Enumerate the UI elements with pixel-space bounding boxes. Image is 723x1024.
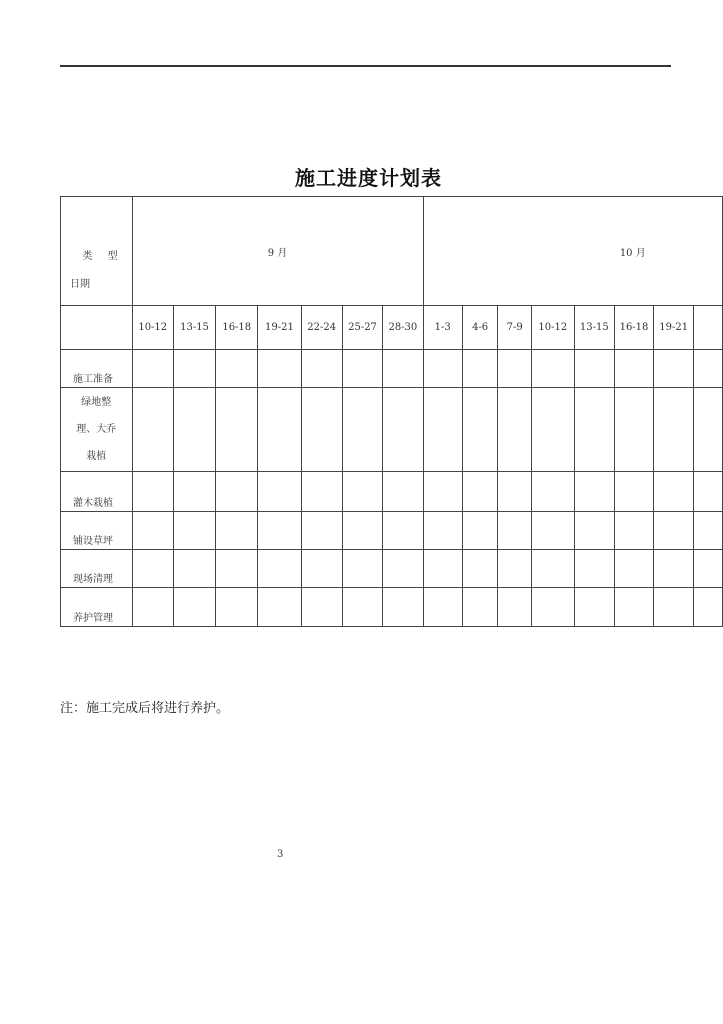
category-cell: 施工准备 — [61, 350, 133, 388]
schedule-cell — [132, 350, 173, 388]
schedule-cell — [462, 472, 498, 512]
schedule-cell — [132, 550, 173, 588]
schedule-cell — [342, 588, 382, 627]
schedule-cell — [574, 512, 615, 550]
category-line: 绿地整 — [81, 397, 112, 408]
schedule-cell — [173, 588, 215, 627]
schedule-cell — [694, 512, 723, 550]
schedule-cell — [301, 350, 342, 388]
schedule-cell — [216, 388, 258, 472]
date-range-overflow — [694, 306, 723, 350]
schedule-cell — [216, 512, 258, 550]
schedule-cell — [498, 512, 532, 550]
schedule-cell — [173, 388, 215, 472]
date-range: 16-18 — [615, 306, 654, 350]
schedule-cell — [694, 550, 723, 588]
date-range: 22-24 — [301, 306, 342, 350]
schedule-cell — [574, 472, 615, 512]
corner-header-cell — [61, 197, 133, 306]
schedule-cell — [498, 388, 532, 472]
schedule-cell — [615, 388, 654, 472]
schedule-cell — [653, 512, 694, 550]
schedule-cell — [383, 472, 423, 512]
schedule-cell — [342, 472, 382, 512]
schedule-cell — [532, 472, 575, 512]
table-row — [61, 472, 723, 512]
schedule-cell — [423, 350, 462, 388]
category-cell: 铺设草坪 — [61, 512, 133, 550]
schedule-cell — [173, 550, 215, 588]
schedule-cell — [132, 472, 173, 512]
schedule-cell — [653, 550, 694, 588]
schedule-cell — [653, 388, 694, 472]
category-cell: 灌木栽植 — [61, 472, 133, 512]
date-range: 19-21 — [258, 306, 301, 350]
schedule-cell — [694, 350, 723, 388]
schedule-cell — [574, 388, 615, 472]
schedule-cell — [216, 588, 258, 627]
schedule-cell — [383, 350, 423, 388]
schedule-cell — [301, 588, 342, 627]
schedule-cell — [342, 350, 382, 388]
date-range: 16-18 — [216, 306, 258, 350]
schedule-cell — [258, 472, 301, 512]
schedule-cell — [383, 512, 423, 550]
schedule-cell — [258, 550, 301, 588]
schedule-cell — [216, 350, 258, 388]
schedule-cell — [173, 350, 215, 388]
table-row — [61, 550, 723, 588]
schedule-cell — [532, 350, 575, 388]
schedule-cell — [383, 550, 423, 588]
schedule-cell — [653, 472, 694, 512]
schedule-cell — [694, 588, 723, 627]
month-september: 9 月 — [132, 197, 423, 306]
page-number: 3 — [277, 849, 284, 860]
table-row — [61, 512, 723, 550]
schedule-cell — [258, 350, 301, 388]
date-range: 4-6 — [462, 306, 498, 350]
schedule-cell — [423, 588, 462, 627]
schedule-cell — [423, 550, 462, 588]
footnote: 注：施工完成后将进行养护。 — [60, 701, 230, 716]
schedule-cell — [462, 388, 498, 472]
schedule-cell — [342, 512, 382, 550]
schedule-cell — [694, 388, 723, 472]
month-header-row — [61, 197, 723, 306]
schedule-cell — [301, 472, 342, 512]
date-range: 1-3 — [423, 306, 462, 350]
date-label: 日期 — [70, 279, 90, 290]
date-range: 13-15 — [574, 306, 615, 350]
schedule-cell — [132, 388, 173, 472]
schedule-cell — [383, 588, 423, 627]
schedule-cell — [216, 472, 258, 512]
schedule-cell — [423, 388, 462, 472]
date-range: 13-15 — [173, 306, 215, 350]
schedule-cell — [342, 550, 382, 588]
schedule-cell — [498, 472, 532, 512]
schedule-cell — [694, 472, 723, 512]
schedule-table — [60, 196, 723, 627]
header-rule — [60, 65, 671, 67]
schedule-cell — [301, 550, 342, 588]
schedule-cell — [574, 350, 615, 388]
schedule-cell — [173, 472, 215, 512]
schedule-cell — [258, 388, 301, 472]
range-corner-cell — [61, 306, 133, 350]
schedule-cell — [132, 512, 173, 550]
table-row — [61, 588, 723, 627]
date-range: 28-30 — [383, 306, 423, 350]
category-cell — [61, 388, 133, 472]
schedule-cell — [532, 512, 575, 550]
schedule-cell — [653, 588, 694, 627]
schedule-cell — [173, 512, 215, 550]
category-line: 栽植 — [86, 451, 107, 462]
schedule-cell — [383, 388, 423, 472]
schedule-cell — [423, 512, 462, 550]
category-line: 理、大乔 — [76, 424, 117, 435]
schedule-cell — [498, 588, 532, 627]
page-title — [0, 162, 723, 191]
schedule-cell — [462, 350, 498, 388]
page-title-text: 施工进度计划表 — [295, 166, 442, 190]
schedule-cell — [653, 350, 694, 388]
category-cell: 养护管理 — [61, 588, 133, 627]
schedule-cell — [258, 512, 301, 550]
schedule-cell — [498, 550, 532, 588]
schedule-cell — [301, 512, 342, 550]
category-cell: 现场清理 — [61, 550, 133, 588]
schedule-cell — [574, 550, 615, 588]
date-range: 7-9 — [498, 306, 532, 350]
schedule-cell — [132, 588, 173, 627]
schedule-cell — [574, 588, 615, 627]
schedule-cell — [301, 388, 342, 472]
table-row — [61, 350, 723, 388]
schedule-cell — [532, 550, 575, 588]
date-range: 25-27 — [342, 306, 382, 350]
schedule-cell — [258, 588, 301, 627]
type-label: 类 型 — [82, 251, 124, 262]
schedule-cell — [615, 588, 654, 627]
schedule-cell — [615, 350, 654, 388]
date-range: 10-12 — [532, 306, 575, 350]
schedule-cell — [423, 472, 462, 512]
schedule-cell — [615, 512, 654, 550]
schedule-cell — [216, 550, 258, 588]
date-range-row — [61, 306, 723, 350]
schedule-cell — [615, 472, 654, 512]
schedule-cell — [498, 350, 532, 388]
table-row — [61, 388, 723, 472]
schedule-cell — [532, 388, 575, 472]
schedule-cell — [532, 588, 575, 627]
date-range: 10-12 — [132, 306, 173, 350]
date-range: 19-21 — [653, 306, 694, 350]
schedule-cell — [342, 388, 382, 472]
schedule-cell — [462, 550, 498, 588]
schedule-cell — [462, 512, 498, 550]
month-october: 10 月 — [423, 197, 722, 306]
schedule-cell — [462, 588, 498, 627]
schedule-cell — [615, 550, 654, 588]
